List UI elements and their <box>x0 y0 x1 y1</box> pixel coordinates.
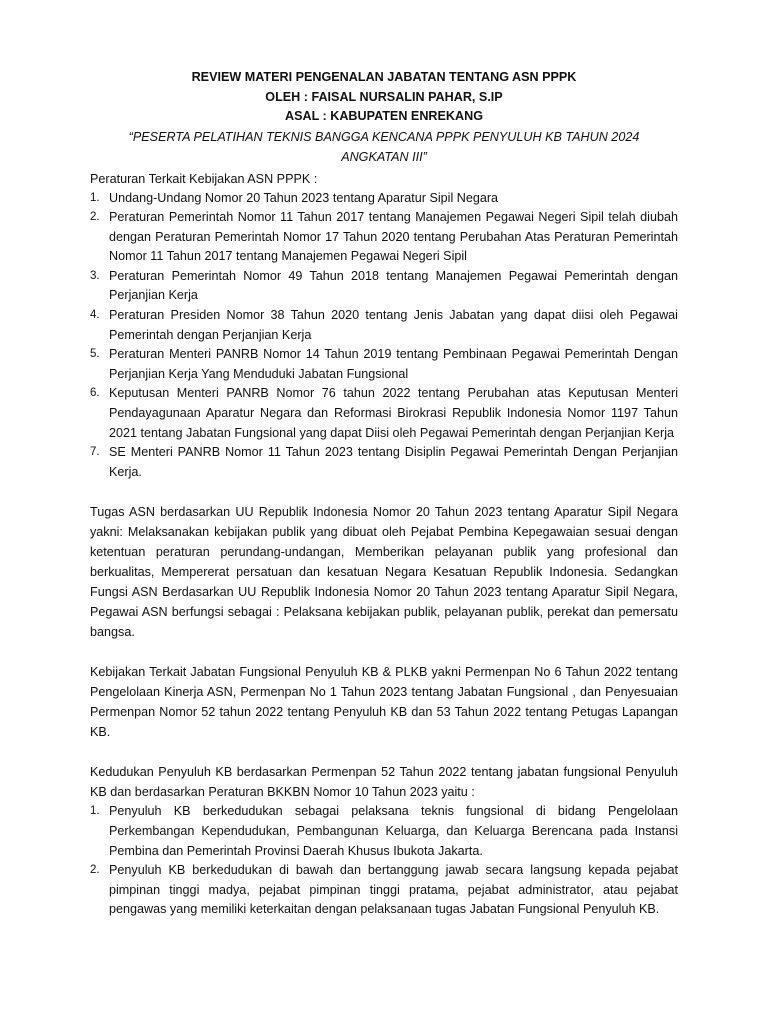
section4-intro: Kedudukan Penyuluh KB berdasarkan Permenpan 52 Tahun 2022 tentang jabatan fungsional Penyuluh KB dan berdasarkan Peraturan BKKBN Nomor 10 Tahun 2023 yaitu : <box>90 765 678 800</box>
list-item <box>90 189 678 209</box>
functional-policy-paragraph: Kebijakan Terkait Jabatan Fungsional Penyuluh KB & PLKB yakni Permenpan No 6 Tahun 2022 tentang Pengelolaan Kinerja ASN, Permenpan No 1 Tahun 2023 tentang Jabatan Fungsional , dan Penyesuaian Permenpan Nomor 52 tahun 2022 tentang Penyuluh KB dan 53 Tahun 2022 tentang Petugas Lapangan KB. <box>90 665 678 740</box>
list-item-text: SE Menteri PANRB Nomor 11 Tahun 2023 tentang Disiplin Pegawai Pemerintah Dengan Perjanjian Kerja. <box>109 445 678 479</box>
list-item <box>90 384 678 443</box>
list-item-number: 2. <box>90 211 100 224</box>
list-item-number: 1. <box>90 191 100 204</box>
list-item <box>90 267 678 306</box>
list-item-text: Keputusan Menteri PANRB Nomor 76 tahun 2022 tentang Perubahan atas Keputusan Menteri Pendayagunaan Aparatur Negara dan Reformasi Birokrasi Republik Indonesia Nomor 1197 Tahun 2021 tentang Jabatan Fungsional yang dapat Diisi oleh Pegawai Pemerintah dengan Perjanjian Kerja <box>109 386 678 440</box>
list-item-number: 3. <box>90 269 100 282</box>
document-subtitle: “PESERTA PELATIHAN TEKNIS BANGGA KENCANA PPPK PENYULUH KB TAHUN 2024 ANGKATAN III” <box>128 129 640 164</box>
author-line: OLEH : FAISAL NURSALIN PAHAR, S.IP <box>265 89 503 104</box>
list-item-text: Peraturan Pemerintah Nomor 49 Tahun 2018 tentang Manajemen Pegawai Pemerintah dengan Perjanjian Kerja <box>109 268 678 303</box>
list-item-number: 7. <box>90 446 100 459</box>
document-title: REVIEW MATERI PENGENALAN JABATAN TENTANG ASN PPPK <box>191 70 577 84</box>
list-item-number: 1. <box>90 805 100 818</box>
list-item-number: 5. <box>90 348 100 361</box>
list-item-text: Undang-Undang Nomor 20 Tahun 2023 tentang Aparatur Sipil Negara <box>109 190 499 205</box>
list-item-number: 6. <box>90 387 100 400</box>
list-item <box>90 443 678 482</box>
list-item-number: 4. <box>90 309 100 322</box>
asn-duties-paragraph: Tugas ASN berdasarkan UU Republik Indonesia Nomor 20 Tahun 2023 tentang Aparatur Sipil Negara yakni: Melaksanakan kebijakan publik yang dibuat oleh Pejabat Pembina Kepegawaian sesuai dengan ketentuan peraturan perundang-undangan, Memberikan pelayanan publik yang profesional dan berkualitas, Mempererat persatuan dan kesatuan Negara Kesatuan Republik Indonesia. Sedangkan Fungsi ASN Berdasarkan UU Republik Indonesia Nomor 20 Tahun 2023 tentang Aparatur Sipil Negara, Pegawai ASN berfungsi sebagai : Pelaksana kebijakan publik, pelayanan publik, perekat dan pemersatu bangsa. <box>90 505 678 640</box>
list-item <box>90 861 678 920</box>
section1-intro: Peraturan Terkait Kebijakan ASN PPPK : <box>90 171 318 186</box>
list-item <box>90 345 678 384</box>
list-item-text: Peraturan Pemerintah Nomor 11 Tahun 2017 tentang Manajemen Pegawai Negeri Sipil telah diubah dengan Peraturan Pemerintah Nomor 17 Tahun 2020 tentang Perubahan Atas Peraturan Pemerintah Nomor 11 Tahun 2017 tentang Manajemen Pegawai Negeri Sipil <box>109 210 678 264</box>
list-item <box>90 208 678 267</box>
regulation-list <box>90 189 678 483</box>
list-item-text: Penyuluh KB berkedudukan sebagai pelaksana teknis fungsional di bidang Pengelolaan Perkembangan Kependudukan, Pembangunan Keluarga, dan Keluarga Berencana pada Instansi Pembina dan Pemerintah Provinsi Daerah Khusus Ibukota Jakarta. <box>109 804 678 858</box>
list-item <box>90 306 678 345</box>
document-header <box>90 68 678 167</box>
origin-line: ASAL : KABUPATEN ENREKANG <box>284 109 483 123</box>
list-item-text: Peraturan Menteri PANRB Nomor 14 Tahun 2019 tentang Pembinaan Pegawai Pemerintah Dengan Perjanjian Kerja Yang Menduduki Jabatan Fungsional <box>109 347 678 381</box>
list-item-text: Peraturan Presiden Nomor 38 Tahun 2020 tentang Jenis Jabatan yang dapat diisi oleh Pegawai Pemerintah dengan Perjanjian Kerja <box>109 308 678 342</box>
list-item-number: 2. <box>90 864 100 877</box>
position-list <box>90 802 678 920</box>
list-item-text: Penyuluh KB berkedudukan di bawah dan bertanggung jawab secara langsung kepada pejabat pimpinan tinggi madya, pejabat pimpinan tinggi pratama, pejabat administrator, atau pejabat pengawas yang memiliki keterkaitan dengan pelaksanaan tugas Jabatan Fungsional Penyuluh KB. <box>109 863 678 917</box>
list-item <box>90 802 678 861</box>
